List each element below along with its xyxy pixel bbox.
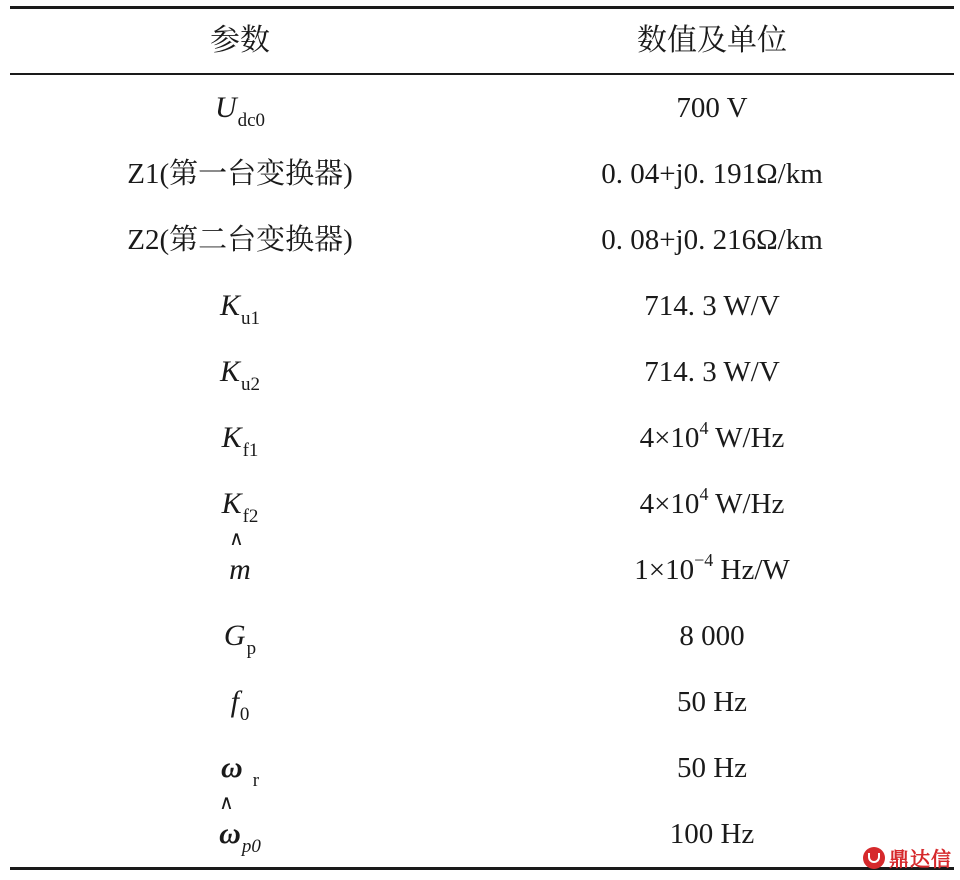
parameter-table (10, 6, 954, 870)
param-symbol: ω (220, 751, 243, 784)
table-row (10, 603, 954, 669)
param-symbol: K (221, 487, 242, 520)
hat-accent: ∧ (229, 528, 244, 550)
table-row (10, 141, 954, 207)
table-row (10, 273, 954, 339)
table-row (10, 405, 954, 471)
param-symbol: f (230, 685, 239, 718)
table-row (10, 339, 954, 405)
value-cell: 714. 3 W/V (644, 355, 780, 388)
param-cell (10, 751, 470, 791)
param-symbol: K (219, 355, 240, 388)
value-cell: 50 Hz (676, 751, 748, 784)
param-symbol: m (229, 553, 251, 586)
value-unit: W/Hz (708, 421, 785, 454)
param-subscript: u2 (241, 374, 260, 395)
value-base: 4×10 (639, 487, 700, 520)
param-subscript: r (252, 770, 260, 791)
value-base: 1×10 (634, 553, 695, 586)
table-header-row (10, 9, 954, 73)
value-cell: 714. 3 W/V (644, 289, 780, 322)
param-cell (10, 421, 470, 461)
table-row (10, 471, 954, 537)
param-cell: Z2(第二台变换器) (127, 223, 353, 256)
param-cell (10, 355, 470, 395)
value-cell: 100 Hz (669, 817, 755, 850)
hat-accent: ∧ (219, 792, 234, 814)
header-value: 数值及单位 (637, 24, 787, 57)
param-cell (10, 792, 470, 857)
value-exponent: −4 (694, 549, 714, 570)
value-exponent: 4 (699, 483, 709, 504)
param-subscript: f2 (242, 506, 259, 527)
value-cell (470, 549, 954, 586)
param-cell: Z1(第一台变换器) (127, 157, 353, 190)
value-cell: 50 Hz (676, 685, 748, 718)
table-row (10, 528, 954, 603)
param-symbol: K (219, 289, 240, 322)
dingdaxin-logo-icon (863, 847, 885, 869)
param-cell (10, 91, 470, 131)
watermark (863, 843, 952, 872)
value-exponent: 4 (699, 417, 709, 438)
param-subscript: 0 (239, 704, 250, 725)
param-symbol: U (214, 91, 237, 124)
value-cell (470, 417, 954, 454)
table-row (10, 735, 954, 801)
value-cell: 8 000 (679, 619, 745, 652)
table-row (10, 792, 954, 867)
value-base: 4×10 (639, 421, 700, 454)
param-symbol: ω (219, 817, 241, 850)
param-subscript: p0 (241, 836, 261, 857)
hat-symbol (229, 528, 251, 586)
value-cell: 0. 04+j0. 191Ω/km (601, 157, 823, 190)
table-row (10, 669, 954, 735)
param-cell (10, 528, 470, 586)
hat-symbol (219, 792, 241, 850)
value-cell: 700 V (676, 91, 748, 124)
param-subscript: dc0 (237, 110, 266, 131)
param-cell (10, 685, 470, 725)
table-bottom-rule (10, 867, 954, 870)
param-subscript: u1 (241, 308, 260, 329)
value-cell: 0. 08+j0. 216Ω/km (601, 223, 823, 256)
watermark-text: 鼎达信 (889, 847, 952, 871)
param-cell (10, 487, 470, 527)
value-unit: Hz/W (713, 553, 790, 586)
value-unit: W/Hz (708, 487, 785, 520)
param-symbol: G (223, 619, 246, 652)
param-symbol: K (221, 421, 242, 454)
header-param: 参数 (210, 24, 270, 57)
param-cell (10, 289, 470, 329)
param-cell (10, 619, 470, 659)
table-row (10, 75, 954, 141)
param-subscript: f1 (242, 440, 259, 461)
table-row (10, 207, 954, 273)
value-cell (470, 483, 954, 520)
param-subscript: p (246, 638, 257, 659)
